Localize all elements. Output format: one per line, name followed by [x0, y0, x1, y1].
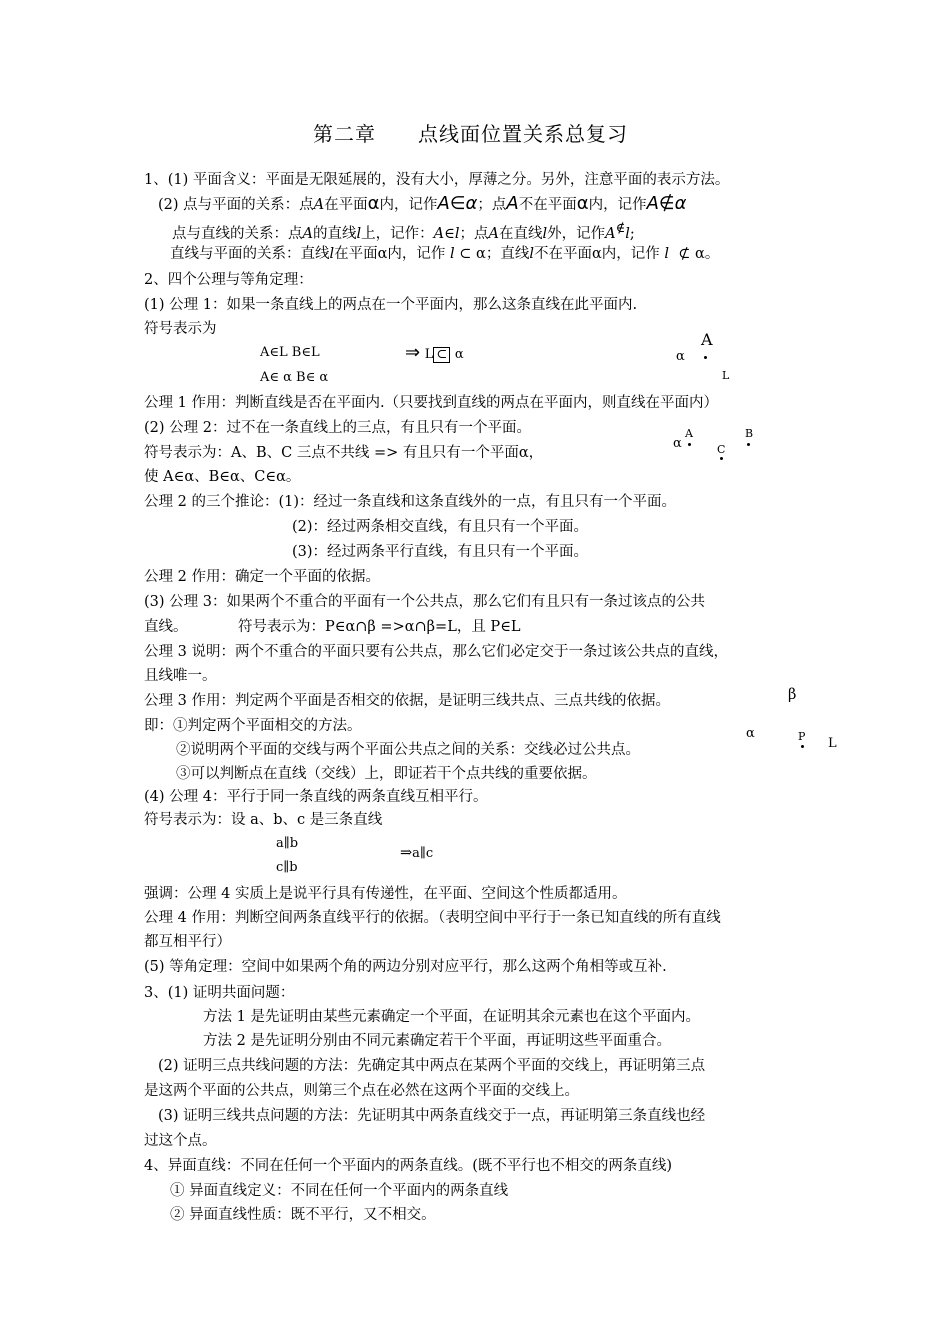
axiom4-use: 公理 4 作用：判断空间两条直线平行的依据。（表明空间中平行于一条已知直线的所有直线: [144, 910, 721, 926]
fig1-label-L: L: [722, 369, 730, 382]
fig3-label-P: P: [798, 730, 806, 743]
s1-l4-text-a: 直线与平面的关系：直线: [170, 246, 330, 262]
axiom1-formula-1: A∈L B∈L: [260, 345, 320, 360]
axiom3-symbol: 符号表示为：P∈α∩β =>α∩β=L，且 P∈L: [238, 619, 521, 635]
axiom3-use: 公理 3 作用：判定两个平面是否相交的依据，是证明三线共点、三点共线的依据。: [144, 693, 670, 709]
axiom4: (4) 公理 4：平行于同一条直线的两条直线互相平行。: [144, 789, 488, 805]
s1-l3-l3: l: [625, 225, 630, 242]
axiom4-result-text: a∥c: [412, 846, 434, 861]
s1-l3-text-g: 在直线: [498, 225, 543, 242]
s1-l3-text-a: 点与直线的关系：点: [172, 225, 303, 242]
s1-l2-A: A: [313, 197, 325, 213]
s1-l3-notin: ∉: [615, 221, 626, 236]
axiom3-item-2: ③可以判断点在直线（交线）上，即证若干个点共线的重要依据。: [176, 766, 597, 782]
fig1-label-alpha: α: [676, 349, 685, 364]
axiom1-result-L: L: [424, 347, 434, 362]
fig2-label-alpha: α: [673, 436, 682, 451]
axiom3: (3) 公理 3：如果两个不重合的平面有一个公共点，那么它们有且只有一条过该点的公共: [144, 594, 705, 610]
axiom3-item-0: 即：①判定两个平面相交的方法。: [144, 718, 362, 734]
s1-l2-text-g: 不在平面: [518, 197, 577, 213]
fig3-point-P: [801, 745, 804, 748]
axiom1-formula-2: A∈ α B∈ α: [260, 370, 329, 385]
axiom4-formula-1: a∥b: [276, 836, 299, 851]
s1-line1: 1、(1) 平面含义：平面是无限延展的，没有大小，厚薄之分。另外，注意平面的表示方法。: [144, 172, 730, 188]
axiom2-symbol: 符号表示为：A、B、C 三点不共线 => 有且只有一个平面α，: [144, 445, 544, 461]
s1-l4-subset: ⊂ α；直线: [459, 246, 530, 262]
s1-l2-text-b: 在平面: [324, 197, 368, 213]
axiom1-result-alpha: α: [454, 347, 464, 362]
axiom1-subset-box: ⊂: [433, 347, 450, 363]
fig1-point-A: [704, 356, 707, 359]
axiom1-use: 公理 1 作用：判断直线是否在平面内.（只要找到直线的两点在平面内，则直线在平面内）: [144, 395, 719, 411]
s1-l4-text-f: 不在平面α内，记作: [534, 246, 660, 262]
s3-part-2b: 是这两个平面的公共点，则第三个点在必然在这两个平面的交线上。: [144, 1083, 579, 1099]
page-title: 第二章 点线面位置关系总复习: [313, 122, 628, 146]
s1-l4-l4: l: [664, 246, 670, 262]
s3-method-1: 方法 1 是先证明由某些元素确定一个平面，在证明其余元素也在这个平面内。: [203, 1009, 700, 1025]
s1-line4: [170, 244, 719, 264]
s3-part-3b: 过这个点。: [144, 1133, 217, 1149]
axiom4-formula-2: c∥b: [276, 860, 298, 875]
fig1-label-A: A: [701, 330, 713, 349]
s1-line3: [172, 219, 635, 244]
s3-part-3: (3) 证明三线共点问题的方法：先证明其中两条直线交于一点，再证明第三条直线也经: [158, 1108, 706, 1124]
fig2-point-C: [720, 457, 723, 460]
s1-l3-semicolon: ;: [629, 225, 635, 242]
axiom2: (2) 公理 2：过不在一条直线上的三点，有且只有一个平面。: [144, 420, 531, 436]
s1-l3-A: A: [302, 225, 313, 242]
s1-l4-l3: l: [529, 246, 534, 262]
fig3-label-beta: β: [788, 687, 797, 703]
axiom2-corollary-3: (3)：经过两条平行直线，有且只有一个平面。: [292, 544, 589, 560]
fig2-point-B: [747, 443, 750, 446]
s1-l2-text-i: 内，记作: [588, 197, 647, 213]
s1-l3-l2: l: [542, 225, 548, 242]
axiom4-result: [400, 843, 433, 864]
s1-l3-A3: A: [605, 225, 616, 242]
s1-l2-alpha2: α: [576, 193, 589, 214]
s1-l2-text-e: ；点: [477, 197, 507, 213]
fig3-label-alpha: α: [746, 726, 755, 741]
s1-l4-notsubset: ⊄ α。: [678, 246, 720, 262]
axiom2-use: 公理 2 作用：确定一个平面的依据。: [144, 569, 380, 585]
s1-l3-text-i: 外，记作: [547, 225, 606, 242]
s1-l2-alpha: α: [367, 193, 380, 214]
axiom3-explanation: 公理 3 说明：两个不重合的平面只要有公共点，那么它们必定交于一条过该公共点的直线，: [144, 644, 728, 660]
s1-l2-formula-in: A∈α: [437, 193, 478, 214]
equal-angle-theorem: (5) 等角定理：空间中如果两个角的两边分别对应平行，那么这两个角相等或互补.: [144, 959, 667, 975]
s2-heading: 2、四个公理与等角定理：: [144, 272, 313, 288]
s3-part-2: (2) 证明三点共线问题的方法：先确定其中两点在某两个平面的交线上，再证明第三点: [158, 1058, 706, 1074]
s1-line2: [158, 194, 686, 215]
axiom4-use-2: 都互相平行）: [144, 934, 231, 950]
axiom3-line2: 直线。: [144, 619, 188, 635]
axiom1-result: [405, 343, 464, 365]
s1-l3-text-c: 上，记作：: [361, 225, 434, 242]
s1-l3-formula-in: A∈l: [433, 225, 460, 242]
axiom2-symbol-2: 使 A∈α、B∈α、C∈α。: [144, 469, 301, 485]
fig2-label-C: C: [717, 443, 726, 456]
s4-heading: 4、异面直线：不同在任何一个平面内的两条直线。(既不平行也不相交的两条直线): [144, 1158, 673, 1174]
axiom3-item-1: ②说明两个平面的交线与两个平面公共点之间的关系：交线必过公共点。: [176, 742, 640, 758]
s3-heading: 3、(1) 证明共面问题：: [144, 985, 295, 1001]
axiom4-symbol: 符号表示为：设 a、b、c 是三条直线: [144, 812, 383, 828]
s1-l3-l: l: [356, 225, 362, 242]
s4-item-1: ① 异面直线定义：不同在任何一个平面内的两条直线: [170, 1183, 509, 1199]
axiom1: (1) 公理 1：如果一条直线上的两点在一个平面内，那么这条直线在此平面内.: [144, 297, 638, 313]
s1-l3-A2: A: [488, 225, 499, 242]
fig2-label-B: B: [745, 427, 754, 440]
axiom1-symbol-label: 符号表示为: [144, 321, 217, 337]
fig2-label-A: A: [685, 427, 693, 440]
axiom2-corollary-1: 公理 2 的三个推论：(1)：经过一条直线和这条直线外的一点，有且只有一个平面。: [144, 494, 676, 510]
s1-l4-l2: l: [450, 246, 455, 262]
fig3-label-L: L: [828, 736, 837, 751]
fig2-point-A: [688, 443, 691, 446]
implies-arrow-2: ⇒: [400, 845, 413, 861]
s1-l4-l: l: [329, 246, 335, 262]
s1-l2-A2: A: [506, 193, 519, 214]
implies-arrow: ⇒: [405, 342, 421, 363]
s1-l2-formula-notin: A∉α: [646, 193, 687, 214]
s1-l3-text-e: ；点: [459, 225, 489, 242]
s1-l2-text-a: (2) 点与平面的关系：点: [158, 197, 314, 213]
axiom3-explanation-2: 且线唯一。: [144, 668, 217, 684]
axiom4-emphasis: 强调：公理 4 实质上是说平行具有传递性，在平面、空间这个性质都适用。: [144, 886, 627, 902]
s1-l2-text-c: 内，记作: [379, 197, 438, 213]
s1-l3-text-b: 的直线: [312, 225, 357, 242]
s3-method-2: 方法 2 是先证明分别由不同元素确定若干个平面，再证明这些平面重合。: [203, 1033, 671, 1049]
axiom2-corollary-2: (2)：经过两条相交直线，有且只有一个平面。: [292, 519, 589, 535]
s1-l4-text-b: 在平面α内，记作: [334, 246, 446, 262]
s4-item-2: ② 异面直线性质：既不平行，又不相交。: [170, 1207, 436, 1223]
